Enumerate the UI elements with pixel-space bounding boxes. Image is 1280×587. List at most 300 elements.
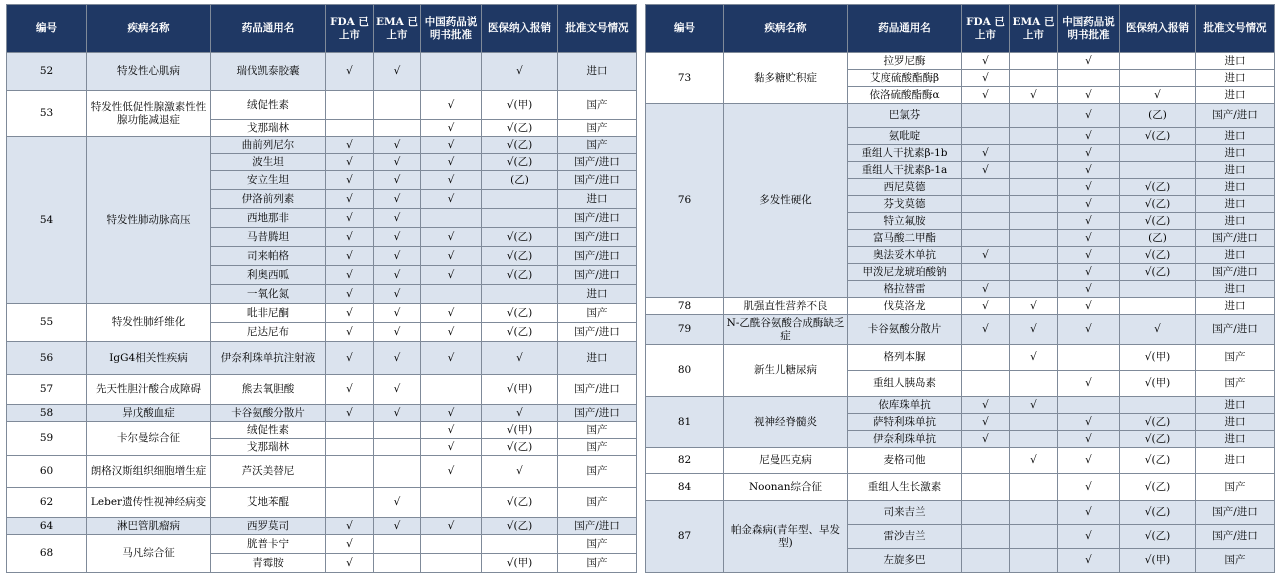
cell-ins: √(乙)	[482, 439, 558, 456]
cell-drug: 利奥西呱	[211, 266, 326, 285]
cell-fda: √	[326, 323, 374, 342]
cell-ema: √	[374, 304, 421, 323]
cell-fda: √	[326, 342, 374, 375]
cell-fda	[962, 213, 1010, 230]
cell-cn: √	[421, 247, 482, 266]
cell-drug: 熊去氧胆酸	[211, 375, 326, 405]
cell-ema: √	[1010, 397, 1058, 414]
cell-drug: 重组人生长激素	[848, 474, 962, 501]
cell-fda	[326, 91, 374, 120]
cell-appr: 国产/进口	[558, 209, 637, 228]
table-row	[646, 501, 1275, 525]
cell-drug: 西地那非	[211, 209, 326, 228]
cell-number: 73	[646, 53, 724, 104]
cell-fda: √	[326, 154, 374, 171]
cell-ins: (乙)	[482, 171, 558, 190]
cell-appr: 进口	[1196, 298, 1275, 315]
cell-ins	[1120, 397, 1196, 414]
cell-number: 62	[7, 488, 87, 518]
cell-cn: √	[1058, 104, 1120, 128]
cell-disease: 多发性硬化	[724, 104, 848, 298]
cell-disease: 特发性肺纤维化	[87, 304, 211, 342]
cell-ins: √(乙)	[482, 266, 558, 285]
cell-appr: 国产	[558, 304, 637, 323]
cell-cn	[421, 535, 482, 554]
header-cn: 中国药品说明书批准	[1058, 5, 1120, 53]
cell-fda: √	[962, 247, 1010, 264]
cell-ema: √	[1010, 448, 1058, 474]
cell-cn	[421, 554, 482, 573]
cell-appr: 国产	[558, 535, 637, 554]
cell-drug: 特立氟胺	[848, 213, 962, 230]
cell-appr: 进口	[1196, 196, 1275, 213]
table-row	[7, 304, 637, 323]
cell-number: 78	[646, 298, 724, 315]
cell-cn: √	[1058, 264, 1120, 281]
cell-drug: 氨吡啶	[848, 128, 962, 145]
cell-ema	[1010, 525, 1058, 549]
cell-ema	[1010, 247, 1058, 264]
cell-fda: √	[962, 281, 1010, 298]
table-row	[646, 104, 1275, 128]
table-row	[646, 345, 1275, 371]
cell-disease: 肌强直性营养不良	[724, 298, 848, 315]
cell-number: 54	[7, 137, 87, 304]
cell-drug: 格拉替雷	[848, 281, 962, 298]
cell-drug: 重组人干扰素β-1b	[848, 145, 962, 162]
cell-ema	[1010, 104, 1058, 128]
cell-fda	[326, 439, 374, 456]
cell-number: 81	[646, 397, 724, 448]
cell-ema	[1010, 213, 1058, 230]
table-row	[7, 342, 637, 375]
cell-cn: √	[421, 190, 482, 209]
cell-ema	[1010, 196, 1058, 213]
cell-appr: 国产/进口	[558, 247, 637, 266]
cell-ins: √(乙)	[482, 247, 558, 266]
cell-appr: 进口	[1196, 247, 1275, 264]
header-disease: 疾病名称	[724, 5, 848, 53]
cell-disease: Leber遗传性视神经病变	[87, 488, 211, 518]
table-row	[646, 315, 1275, 345]
cell-cn: √	[1058, 474, 1120, 501]
cell-ema: √	[374, 323, 421, 342]
cell-appr: 进口	[1196, 431, 1275, 448]
cell-ema	[1010, 70, 1058, 87]
cell-cn: √	[421, 171, 482, 190]
table-row	[7, 53, 637, 91]
cell-drug: 西尼莫德	[848, 179, 962, 196]
cell-appr: 国产	[558, 422, 637, 439]
cell-number: 64	[7, 518, 87, 535]
right-table	[645, 4, 1275, 573]
cell-ins: √(乙)	[1120, 179, 1196, 196]
cell-fda: √	[326, 190, 374, 209]
cell-ins: √	[1120, 87, 1196, 104]
cell-ins: √(乙)	[482, 323, 558, 342]
header-approval: 批准文号情况	[1196, 5, 1275, 53]
cell-fda: √	[326, 53, 374, 91]
cell-ema	[1010, 281, 1058, 298]
cell-fda: √	[326, 375, 374, 405]
cell-ins: √	[482, 53, 558, 91]
cell-ema: √	[1010, 345, 1058, 371]
cell-disease: 黏多糖贮积症	[724, 53, 848, 104]
cell-ema: √	[374, 375, 421, 405]
cell-cn	[421, 375, 482, 405]
cell-number: 57	[7, 375, 87, 405]
cell-cn: √	[1058, 179, 1120, 196]
header-insurance: 医保纳入报销	[1120, 5, 1196, 53]
cell-ins: √	[482, 342, 558, 375]
cell-cn: √	[1058, 53, 1120, 70]
cell-ema: √	[374, 405, 421, 422]
cell-ema	[1010, 474, 1058, 501]
cell-ins: √(乙)	[1120, 264, 1196, 281]
header-ema: EMA 已上市	[374, 5, 421, 53]
header-drug: 药品通用名	[211, 5, 326, 53]
cell-ema: √	[1010, 315, 1058, 345]
cell-drug: 胱普卡宁	[211, 535, 326, 554]
cell-drug: 格列本脲	[848, 345, 962, 371]
cell-drug: 依洛硫酸酯酶α	[848, 87, 962, 104]
cell-appr: 国产/进口	[1196, 104, 1275, 128]
cell-ema	[374, 554, 421, 573]
cell-appr: 国产/进口	[558, 171, 637, 190]
cell-ins: √(甲)	[482, 375, 558, 405]
cell-appr: 进口	[1196, 281, 1275, 298]
cell-ema	[1010, 371, 1058, 397]
cell-appr: 国产	[558, 120, 637, 137]
cell-fda: √	[962, 315, 1010, 345]
cell-cn	[1058, 70, 1120, 87]
cell-appr: 国产	[558, 137, 637, 154]
cell-fda: √	[326, 518, 374, 535]
cell-fda: √	[962, 70, 1010, 87]
cell-drug: 波生坦	[211, 154, 326, 171]
cell-number: 68	[7, 535, 87, 573]
header-no: 编号	[646, 5, 724, 53]
cell-cn: √	[1058, 213, 1120, 230]
cell-ema: √	[374, 247, 421, 266]
cell-disease: N-乙酰谷氨酸合成酶缺乏症	[724, 315, 848, 345]
table-row	[7, 375, 637, 405]
cell-appr: 进口	[558, 285, 637, 304]
cell-disease: 异戊酸血症	[87, 405, 211, 422]
table-row	[7, 488, 637, 518]
cell-fda	[326, 456, 374, 488]
cell-fda	[962, 501, 1010, 525]
cell-fda: √	[326, 285, 374, 304]
header-cn: 中国药品说明书批准	[421, 5, 482, 53]
cell-ins	[482, 535, 558, 554]
cell-drug: 甲泼尼龙琥珀酸钠	[848, 264, 962, 281]
cell-disease: 先天性胆汁酸合成障碍	[87, 375, 211, 405]
cell-ins	[1120, 298, 1196, 315]
cell-ema	[374, 91, 421, 120]
cell-ema	[1010, 549, 1058, 573]
cell-fda: √	[326, 405, 374, 422]
cell-appr: 国产	[558, 554, 637, 573]
cell-ins	[1120, 162, 1196, 179]
cell-fda	[326, 488, 374, 518]
cell-ins: √(甲)	[482, 422, 558, 439]
cell-ema: √	[374, 342, 421, 375]
cell-cn: √	[421, 266, 482, 285]
cell-disease: 淋巴管肌瘤病	[87, 518, 211, 535]
cell-number: 59	[7, 422, 87, 456]
cell-cn: √	[1058, 196, 1120, 213]
cell-fda: √	[326, 247, 374, 266]
cell-drug: 艾度硫酸酯酶β	[848, 70, 962, 87]
cell-ema	[1010, 431, 1058, 448]
cell-fda: √	[962, 431, 1010, 448]
cell-drug: 雷沙吉兰	[848, 525, 962, 549]
cell-ema: √	[374, 285, 421, 304]
cell-drug: 重组人干扰素β-1a	[848, 162, 962, 179]
cell-appr: 国产/进口	[558, 375, 637, 405]
cell-appr: 进口	[1196, 213, 1275, 230]
cell-fda	[962, 474, 1010, 501]
cell-appr: 国产/进口	[558, 228, 637, 247]
table-row	[7, 422, 637, 439]
cell-appr: 国产/进口	[558, 405, 637, 422]
cell-ema: √	[374, 190, 421, 209]
cell-disease: 特发性心肌病	[87, 53, 211, 91]
cell-appr: 国产/进口	[1196, 501, 1275, 525]
cell-drug: 卡谷氨酸分散片	[848, 315, 962, 345]
cell-ins	[1120, 53, 1196, 70]
cell-fda: √	[326, 171, 374, 190]
cell-appr: 国产	[1196, 474, 1275, 501]
cell-appr: 国产/进口	[1196, 264, 1275, 281]
cell-number: 53	[7, 91, 87, 137]
cell-cn: √	[1058, 87, 1120, 104]
cell-cn: √	[421, 120, 482, 137]
cell-cn: √	[1058, 128, 1120, 145]
cell-appr: 国产/进口	[1196, 315, 1275, 345]
cell-number: 58	[7, 405, 87, 422]
cell-drug: 萨特利珠单抗	[848, 414, 962, 431]
cell-drug: 麦格司他	[848, 448, 962, 474]
cell-drug: 绒促性素	[211, 91, 326, 120]
cell-ins: √(乙)	[482, 228, 558, 247]
cell-fda	[326, 120, 374, 137]
cell-ema	[1010, 128, 1058, 145]
cell-ins: √(乙)	[1120, 213, 1196, 230]
cell-ins: √	[1120, 315, 1196, 345]
cell-cn: √	[1058, 230, 1120, 247]
cell-ins: √(甲)	[1120, 371, 1196, 397]
cell-cn: √	[421, 405, 482, 422]
table-row	[646, 298, 1275, 315]
cell-ins: √(乙)	[482, 120, 558, 137]
cell-fda	[962, 196, 1010, 213]
cell-ins	[482, 190, 558, 209]
cell-cn: √	[421, 342, 482, 375]
cell-ins	[1120, 145, 1196, 162]
header-drug: 药品通用名	[848, 5, 962, 53]
cell-cn: √	[1058, 414, 1120, 431]
cell-ema	[1010, 162, 1058, 179]
cell-cn: √	[421, 456, 482, 488]
cell-cn	[1058, 345, 1120, 371]
cell-ins	[482, 209, 558, 228]
table-row	[7, 518, 637, 535]
cell-ins: √(乙)	[1120, 196, 1196, 213]
cell-ema: √	[1010, 298, 1058, 315]
cell-appr: 进口	[1196, 70, 1275, 87]
cell-fda: √	[962, 162, 1010, 179]
cell-number: 60	[7, 456, 87, 488]
cell-fda: √	[962, 414, 1010, 431]
cell-disease: 帕金森病(青年型、早发型)	[724, 501, 848, 573]
cell-cn: √	[1058, 448, 1120, 474]
cell-drug: 拉罗尼酶	[848, 53, 962, 70]
cell-appr: 国产	[1196, 371, 1275, 397]
cell-drug: 西罗莫司	[211, 518, 326, 535]
cell-ema: √	[374, 171, 421, 190]
cell-number: 52	[7, 53, 87, 91]
cell-fda: √	[326, 266, 374, 285]
cell-fda	[962, 230, 1010, 247]
cell-ema	[1010, 264, 1058, 281]
cell-appr: 国产	[558, 439, 637, 456]
cell-appr: 进口	[1196, 53, 1275, 70]
cell-drug: 青霉胺	[211, 554, 326, 573]
cell-ins: √(乙)	[482, 154, 558, 171]
cell-ins: √(乙)	[1120, 128, 1196, 145]
cell-ins: √(乙)	[1120, 501, 1196, 525]
cell-drug: 伊奈利珠单抗	[848, 431, 962, 448]
cell-cn: √	[1058, 247, 1120, 264]
cell-cn: √	[421, 439, 482, 456]
cell-fda: √	[326, 304, 374, 323]
cell-disease: 新生儿糖尿病	[724, 345, 848, 397]
cell-ins: √(乙)	[1120, 474, 1196, 501]
table-row	[7, 91, 637, 120]
table-row	[646, 448, 1275, 474]
cell-drug: 马昔腾坦	[211, 228, 326, 247]
cell-number: 55	[7, 304, 87, 342]
cell-cn	[421, 488, 482, 518]
cell-ema: √	[374, 228, 421, 247]
cell-ema: √	[374, 266, 421, 285]
cell-fda: √	[326, 137, 374, 154]
header-row	[646, 5, 1275, 53]
cell-cn	[421, 209, 482, 228]
cell-ema: √	[374, 137, 421, 154]
cell-number: 84	[646, 474, 724, 501]
cell-fda	[962, 448, 1010, 474]
cell-ins	[1120, 281, 1196, 298]
table-row	[646, 53, 1275, 70]
header-row	[7, 5, 637, 53]
table-row	[646, 397, 1275, 414]
cell-ema	[374, 439, 421, 456]
cell-fda: √	[962, 53, 1010, 70]
cell-drug: 瑞伐凯泰胶囊	[211, 53, 326, 91]
cell-appr: 进口	[558, 53, 637, 91]
table-row	[7, 137, 637, 154]
cell-ema: √	[374, 488, 421, 518]
table-row	[7, 456, 637, 488]
cell-drug: 戈那瑞林	[211, 120, 326, 137]
cell-ins: (乙)	[1120, 104, 1196, 128]
cell-fda	[962, 128, 1010, 145]
left-table-body	[7, 53, 637, 573]
cell-number: 82	[646, 448, 724, 474]
cell-drug: 曲前列尼尔	[211, 137, 326, 154]
cell-cn: √	[1058, 145, 1120, 162]
cell-ema	[1010, 145, 1058, 162]
cell-number: 56	[7, 342, 87, 375]
cell-cn	[1058, 397, 1120, 414]
cell-ins: √(甲)	[1120, 345, 1196, 371]
cell-ema: √	[374, 53, 421, 91]
cell-cn: √	[1058, 371, 1120, 397]
cell-drug: 司来吉兰	[848, 501, 962, 525]
cell-cn: √	[1058, 281, 1120, 298]
cell-ins: √(乙)	[482, 137, 558, 154]
cell-cn: √	[421, 422, 482, 439]
cell-cn: √	[421, 228, 482, 247]
cell-cn: √	[1058, 525, 1120, 549]
table-row	[7, 535, 637, 554]
cell-ins: √	[482, 456, 558, 488]
cell-ema	[1010, 414, 1058, 431]
cell-cn: √	[421, 91, 482, 120]
cell-fda	[962, 179, 1010, 196]
cell-drug: 左旋多巴	[848, 549, 962, 573]
cell-ins: √(乙)	[1120, 247, 1196, 264]
cell-drug: 芦沃美替尼	[211, 456, 326, 488]
cell-appr: 进口	[1196, 145, 1275, 162]
cell-ins: √(乙)	[1120, 525, 1196, 549]
cell-fda	[962, 525, 1010, 549]
cell-number: 76	[646, 104, 724, 298]
cell-ins: √(甲)	[482, 91, 558, 120]
cell-appr: 国产/进口	[558, 323, 637, 342]
cell-appr: 国产	[558, 488, 637, 518]
cell-disease: 马凡综合征	[87, 535, 211, 573]
cell-appr: 国产	[1196, 549, 1275, 573]
cell-drug: 戈那瑞林	[211, 439, 326, 456]
cell-fda	[962, 345, 1010, 371]
table-row	[7, 405, 637, 422]
cell-drug: 巴氯芬	[848, 104, 962, 128]
cell-cn: √	[421, 518, 482, 535]
cell-fda: √	[326, 228, 374, 247]
cell-ema: √	[1010, 87, 1058, 104]
table-row	[646, 474, 1275, 501]
cell-drug: 尼达尼布	[211, 323, 326, 342]
cell-fda	[962, 264, 1010, 281]
cell-disease: 尼曼匹克病	[724, 448, 848, 474]
cell-ins: √(乙)	[1120, 414, 1196, 431]
cell-ins: √(乙)	[482, 488, 558, 518]
cell-appr: 进口	[1196, 162, 1275, 179]
cell-cn	[421, 285, 482, 304]
cell-appr: 进口	[1196, 448, 1275, 474]
cell-fda	[962, 104, 1010, 128]
cell-disease: 视神经脊髓炎	[724, 397, 848, 448]
cell-drug: 伐莫洛龙	[848, 298, 962, 315]
cell-ema	[374, 456, 421, 488]
cell-ema	[1010, 179, 1058, 196]
cell-drug: 伊洛前列素	[211, 190, 326, 209]
cell-appr: 进口	[558, 190, 637, 209]
